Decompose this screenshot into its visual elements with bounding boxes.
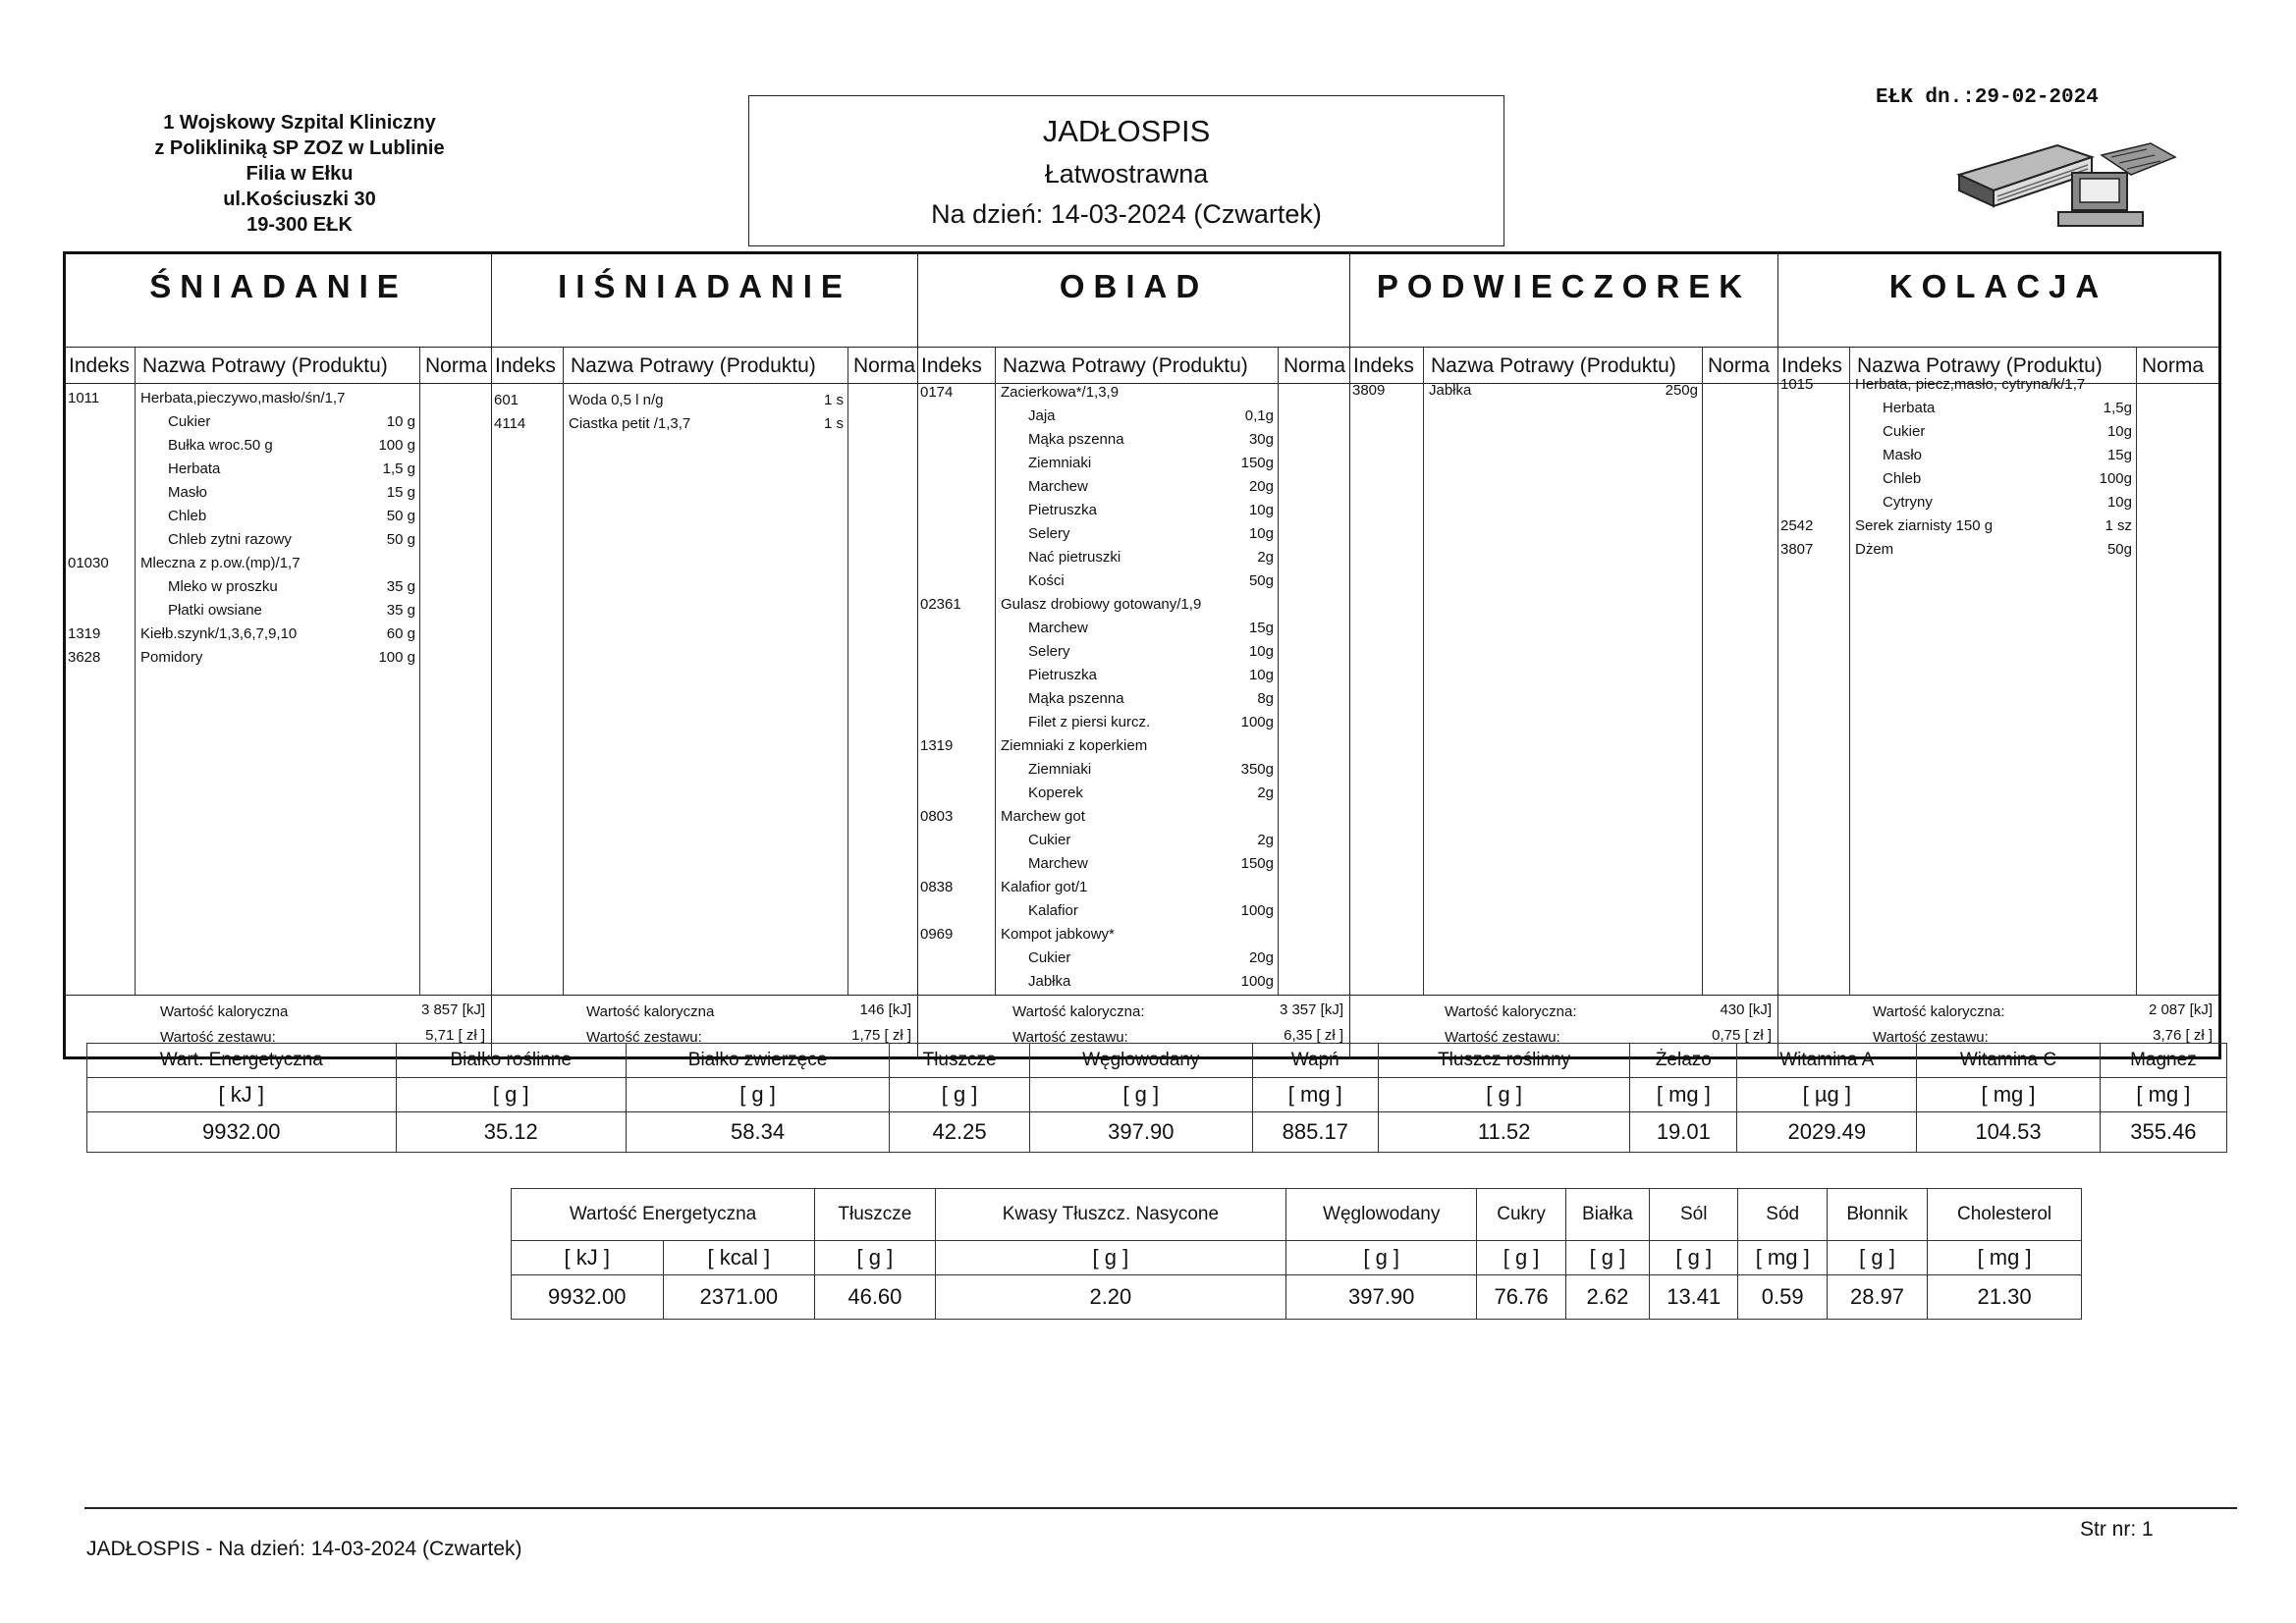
nutrient-header: Sód bbox=[1738, 1189, 1827, 1241]
nutrient-value: 104.53 bbox=[1917, 1112, 2101, 1153]
nutrient-value: 2.20 bbox=[935, 1275, 1285, 1320]
nutrient-value: 11.52 bbox=[1379, 1112, 1630, 1153]
print-date: EŁK dn.:29-02-2024 bbox=[1876, 86, 2099, 109]
nutrition-label-table bbox=[511, 1188, 2082, 1320]
column-divider bbox=[563, 347, 564, 996]
dish-index: 01030 bbox=[68, 555, 109, 571]
dish-row bbox=[66, 555, 491, 576]
dish-index: 0969 bbox=[920, 926, 954, 943]
dish-norma: 15g bbox=[1248, 620, 1274, 636]
cost-label: Wartość zestawu: bbox=[1873, 1029, 1989, 1046]
nutrient-unit: [ g ] bbox=[1286, 1241, 1477, 1275]
nutrient-unit: [ g ] bbox=[1827, 1241, 1927, 1275]
dish-row bbox=[918, 572, 1349, 594]
dish-norma: 60 g bbox=[386, 625, 415, 642]
calorific-label: Wartość kaloryczna: bbox=[1873, 1003, 2005, 1020]
dish-name: Herbata bbox=[168, 460, 221, 477]
dish-row bbox=[918, 455, 1349, 476]
nutrient-unit: [ kJ ] bbox=[87, 1078, 397, 1112]
header-norma: Norma bbox=[425, 354, 488, 377]
dish-row bbox=[66, 578, 491, 600]
dish-index: 1319 bbox=[68, 625, 101, 642]
dish-row bbox=[66, 649, 491, 671]
column-header-row bbox=[1350, 347, 1777, 384]
dish-name: Nać pietruszki bbox=[1028, 549, 1121, 566]
dish-row bbox=[492, 392, 917, 413]
nutrient-header: Węglowodany bbox=[1030, 1044, 1252, 1078]
dish-norma: 1,5 g bbox=[382, 460, 415, 477]
meal-title: KOLACJA bbox=[1888, 268, 2108, 304]
dish-name: Masło bbox=[1883, 447, 1923, 463]
dish-name: Herbata bbox=[1883, 400, 1936, 416]
dish-name: Mąka pszenna bbox=[1028, 690, 1124, 707]
header-indeks: Indeks bbox=[1353, 354, 1414, 377]
calorific-value: 146 [kJ] bbox=[859, 1001, 911, 1018]
dish-index: 1319 bbox=[920, 737, 954, 754]
nutrient-header: Żelazo bbox=[1630, 1044, 1737, 1078]
nutrient-header: Białko roślinne bbox=[396, 1044, 626, 1078]
dish-row bbox=[918, 784, 1349, 806]
dish-norma: 1 sz bbox=[2105, 517, 2132, 534]
hospital-address bbox=[88, 110, 511, 238]
nutrient-value: 13.41 bbox=[1649, 1275, 1738, 1320]
header-indeks: Indeks bbox=[921, 354, 982, 377]
dish-name: Marchew got bbox=[1001, 808, 1085, 825]
dish-row bbox=[918, 643, 1349, 665]
nutrient-unit: [ mg ] bbox=[1252, 1078, 1379, 1112]
diet-name: Łatwostrawna bbox=[1044, 159, 1209, 189]
calorific-label: Wartość kaloryczna: bbox=[1445, 1003, 1577, 1020]
dish-index: 4114 bbox=[494, 415, 526, 432]
cost-value: 1,75 [ zł ] bbox=[851, 1027, 911, 1044]
dish-row bbox=[66, 625, 491, 647]
dish-norma: 1 s bbox=[823, 392, 844, 408]
dish-name: Ziemniaki bbox=[1028, 455, 1092, 471]
nutrient-value: 9932.00 bbox=[87, 1112, 397, 1153]
cost-value: 6,35 [ zł ] bbox=[1284, 1027, 1343, 1044]
dish-name: Kości bbox=[1028, 572, 1065, 589]
dish-index: 0174 bbox=[920, 384, 954, 401]
nutrient-unit: [ mg ] bbox=[1917, 1078, 2101, 1112]
dish-norma: 50g bbox=[1248, 572, 1274, 589]
dish-name: Herbata,pieczywo,masło/śn/1,7 bbox=[140, 390, 346, 406]
nutrient-header: Cukry bbox=[1477, 1189, 1566, 1241]
dish-norma: 50 g bbox=[386, 508, 415, 524]
nutrient-header: Białko zwierzęce bbox=[626, 1044, 889, 1078]
nutrient-header: Kwasy Tłuszcz. Nasycone bbox=[935, 1189, 1285, 1241]
dish-norma: 8g bbox=[1257, 690, 1274, 707]
dish-norma: 20g bbox=[1248, 949, 1274, 966]
nutrient-header: Wapń bbox=[1252, 1044, 1379, 1078]
nutrient-unit: [ g ] bbox=[890, 1078, 1030, 1112]
nutrient-value: 58.34 bbox=[626, 1112, 889, 1153]
dish-row bbox=[918, 620, 1349, 641]
dish-index: 2542 bbox=[1780, 517, 1814, 534]
dish-name: Filet z piersi kurcz. bbox=[1028, 714, 1151, 730]
column-divider bbox=[1702, 347, 1703, 996]
dish-row bbox=[918, 949, 1349, 971]
header-indeks: Indeks bbox=[495, 354, 556, 377]
hospital-line: ul.Kościuszki 30 bbox=[223, 189, 376, 210]
nutrient-value: 0.59 bbox=[1738, 1275, 1827, 1320]
dish-norma: 35 g bbox=[386, 578, 415, 595]
dish-name: Selery bbox=[1028, 525, 1070, 542]
dish-norma: 10g bbox=[1248, 525, 1274, 542]
dish-norma: 35 g bbox=[386, 602, 415, 619]
dish-norma: 100g bbox=[2099, 470, 2132, 487]
header-norma: Norma bbox=[1708, 354, 1771, 377]
nutrient-header: Tłuszcze bbox=[815, 1189, 936, 1241]
dish-name: Mleczna z p.ow.(mp)/1,7 bbox=[140, 555, 301, 571]
cost-value: 3,76 [ zł ] bbox=[2153, 1027, 2213, 1044]
dish-name: Dżem bbox=[1855, 541, 1894, 558]
dish-name: Chleb bbox=[168, 508, 207, 524]
nutrient-header: Witamina A bbox=[1737, 1044, 1917, 1078]
meal-column bbox=[66, 254, 492, 1056]
dish-norma: 10g bbox=[2106, 423, 2132, 440]
dish-name: Cukier bbox=[1028, 949, 1071, 966]
nutrition-label-units-row bbox=[512, 1241, 2082, 1275]
dish-row bbox=[1778, 376, 2218, 398]
dish-row bbox=[1778, 517, 2218, 539]
footer-divider bbox=[84, 1507, 2237, 1509]
meal-column bbox=[1778, 254, 2218, 1056]
dish-row bbox=[66, 390, 491, 411]
header-nazwa: Nazwa Potrawy (Produktu) bbox=[571, 354, 816, 377]
dish-name: Jaja bbox=[1028, 407, 1056, 424]
dish-norma: 2g bbox=[1257, 832, 1274, 848]
nutrient-value: 46.60 bbox=[815, 1275, 936, 1320]
dish-name: Kiełb.szynk/1,3,6,7,9,10 bbox=[140, 625, 298, 642]
dish-name: Pomidory bbox=[140, 649, 203, 666]
document-title: JADŁOSPIS bbox=[1042, 114, 1211, 148]
nutrition-header-row bbox=[87, 1044, 2227, 1078]
dish-norma: 100 g bbox=[378, 649, 415, 666]
dish-norma: 150g bbox=[1240, 455, 1274, 471]
dish-row bbox=[918, 879, 1349, 900]
nutrient-header: Tłuszcze bbox=[890, 1044, 1030, 1078]
dish-row bbox=[66, 460, 491, 482]
dish-row bbox=[66, 508, 491, 529]
dish-name: Jabłka bbox=[1429, 382, 1472, 399]
dish-norma: 50g bbox=[2106, 541, 2132, 558]
nutrient-unit: [ mg ] bbox=[1738, 1241, 1827, 1275]
dish-norma: 350g bbox=[1240, 761, 1274, 778]
dish-row bbox=[66, 484, 491, 506]
dish-name: Mąka pszenna bbox=[1028, 431, 1124, 448]
dish-norma: 15 g bbox=[386, 484, 415, 501]
header-nazwa: Nazwa Potrawy (Produktu) bbox=[1857, 354, 2103, 377]
nutrient-unit: [ g ] bbox=[626, 1078, 889, 1112]
meal-title: ŚNIADANIE bbox=[149, 268, 408, 304]
nutrient-header: Białka bbox=[1565, 1189, 1649, 1241]
dish-norma: 1,5g bbox=[2103, 400, 2132, 416]
dish-norma: 2g bbox=[1257, 784, 1274, 801]
dish-row bbox=[918, 902, 1349, 924]
dish-row bbox=[918, 384, 1349, 406]
dish-row bbox=[1778, 447, 2218, 468]
dish-norma: 20g bbox=[1248, 478, 1274, 495]
dish-norma: 100g bbox=[1240, 902, 1274, 919]
dish-row bbox=[918, 690, 1349, 712]
dish-row bbox=[1778, 494, 2218, 515]
page-number: Str nr: 1 bbox=[2080, 1518, 2154, 1541]
header-norma: Norma bbox=[1284, 354, 1346, 377]
column-header-row bbox=[918, 347, 1349, 384]
dish-row bbox=[66, 413, 491, 435]
nutrient-unit: [ g ] bbox=[1030, 1078, 1252, 1112]
nutrient-value: 42.25 bbox=[890, 1112, 1030, 1153]
dish-name: Jabłka bbox=[1028, 973, 1071, 990]
dish-norma: 10g bbox=[1248, 667, 1274, 683]
nutrient-value: 9932.00 bbox=[512, 1275, 664, 1320]
dish-name: Bułka wroc.50 g bbox=[168, 437, 273, 454]
nutrient-value: 2.62 bbox=[1565, 1275, 1649, 1320]
dish-name: Zacierkowa*/1,3,9 bbox=[1001, 384, 1120, 401]
column-divider bbox=[1423, 347, 1424, 996]
dish-row bbox=[918, 407, 1349, 429]
dish-name: Cukier bbox=[1028, 832, 1071, 848]
nutrient-unit: [ g ] bbox=[1477, 1241, 1566, 1275]
meal-title: IIŚNIADANIE bbox=[558, 268, 851, 304]
meal-column bbox=[918, 254, 1350, 1056]
cost-label: Wartość zestawu: bbox=[160, 1029, 276, 1046]
calorific-label: Wartość kaloryczna bbox=[160, 1003, 289, 1020]
dish-index: 601 bbox=[494, 392, 519, 408]
nutrient-value: 19.01 bbox=[1630, 1112, 1737, 1153]
nutrient-value: 21.30 bbox=[1928, 1275, 2082, 1320]
column-header-row bbox=[492, 347, 917, 384]
dish-name: Mleko w proszku bbox=[168, 578, 278, 595]
cost-value: 0,75 [ zł ] bbox=[1712, 1027, 1772, 1044]
nutrient-value: 76.76 bbox=[1477, 1275, 1566, 1320]
dish-row bbox=[918, 502, 1349, 523]
dish-norma: 0,1g bbox=[1244, 407, 1274, 424]
nutrient-value: 355.46 bbox=[2100, 1112, 2226, 1153]
dish-name: Marchew bbox=[1028, 478, 1088, 495]
dish-name: Cytryny bbox=[1883, 494, 1933, 511]
dish-index: 3807 bbox=[1780, 541, 1814, 558]
nutrition-values-row bbox=[87, 1112, 2227, 1153]
dish-name: Ziemniaki bbox=[1028, 761, 1092, 778]
hospital-line: z Polikliniką SP ZOZ w Lublinie bbox=[154, 137, 445, 159]
dish-row bbox=[918, 926, 1349, 947]
dish-row bbox=[66, 531, 491, 553]
dish-name: Ciastka petit /1,3,7 bbox=[569, 415, 691, 432]
nutrition-label-header-row bbox=[512, 1189, 2082, 1241]
cost-label: Wartość zestawu: bbox=[1445, 1029, 1560, 1046]
dish-name: Kompot jabkowy* bbox=[1001, 926, 1115, 943]
energy-header: Wartość Energetyczna bbox=[512, 1189, 815, 1241]
dish-name: Chleb zytni razowy bbox=[168, 531, 292, 548]
meal-column bbox=[1350, 254, 1778, 1056]
nutrient-value: 28.97 bbox=[1827, 1275, 1927, 1320]
calorific-value: 3 357 [kJ] bbox=[1279, 1001, 1343, 1018]
dish-row bbox=[918, 667, 1349, 688]
dish-name: Pietruszka bbox=[1028, 667, 1098, 683]
nutrient-unit: [ g ] bbox=[1379, 1078, 1630, 1112]
dish-name: Serek ziarnisty 150 g bbox=[1855, 517, 1994, 534]
dish-row bbox=[918, 478, 1349, 500]
dish-row bbox=[918, 525, 1349, 547]
dish-name: Marchew bbox=[1028, 855, 1088, 872]
nutrient-unit: [ mg ] bbox=[1630, 1078, 1737, 1112]
nutrient-value: 397.90 bbox=[1286, 1275, 1477, 1320]
dish-row bbox=[918, 596, 1349, 618]
header-nazwa: Nazwa Potrawy (Produktu) bbox=[1003, 354, 1248, 377]
dish-norma: 30g bbox=[1248, 431, 1274, 448]
menu-date: Na dzień: 14-03-2024 (Czwartek) bbox=[931, 199, 1322, 229]
nutrient-unit: [ µg ] bbox=[1737, 1078, 1917, 1112]
dish-name: Woda 0,5 l n/g bbox=[569, 392, 664, 408]
nutrient-value: 35.12 bbox=[396, 1112, 626, 1153]
dish-name: Pietruszka bbox=[1028, 502, 1098, 518]
dish-row bbox=[492, 415, 917, 437]
footer-caption: JADŁOSPIS - Na dzień: 14-03-2024 (Czwartek) bbox=[86, 1538, 522, 1560]
dish-index: 02361 bbox=[920, 596, 961, 613]
dish-norma: 15g bbox=[2106, 447, 2132, 463]
dish-name: Masło bbox=[168, 484, 208, 501]
dish-norma: 10g bbox=[1248, 502, 1274, 518]
nutrient-unit: [ g ] bbox=[1565, 1241, 1649, 1275]
dish-index: 1015 bbox=[1780, 376, 1814, 393]
dish-norma: 100g bbox=[1240, 714, 1274, 730]
nutrient-value: 2029.49 bbox=[1737, 1112, 1917, 1153]
header-nazwa: Nazwa Potrawy (Produktu) bbox=[1431, 354, 1676, 377]
calorific-value: 3 857 [kJ] bbox=[420, 1001, 485, 1018]
title-box bbox=[748, 95, 1504, 246]
header-indeks: Indeks bbox=[1781, 354, 1842, 377]
dish-row bbox=[1778, 423, 2218, 445]
nutrition-units-row bbox=[87, 1078, 2227, 1112]
nutrient-header: Wart. Energetyczna bbox=[87, 1044, 397, 1078]
column-divider bbox=[847, 347, 848, 996]
meal-title: OBIAD bbox=[1059, 268, 1209, 304]
nutrient-unit: [ g ] bbox=[815, 1241, 936, 1275]
dish-index: 0803 bbox=[920, 808, 954, 825]
calorific-label: Wartość kaloryczna bbox=[586, 1003, 715, 1020]
hospital-line: Filia w Ełku bbox=[246, 163, 354, 185]
header-norma: Norma bbox=[853, 354, 916, 377]
calorific-value: 2 087 [kJ] bbox=[2148, 1001, 2213, 1018]
dish-row bbox=[918, 431, 1349, 453]
nutrient-unit: [ kcal ] bbox=[663, 1241, 815, 1275]
dish-row bbox=[918, 737, 1349, 759]
dish-row bbox=[1778, 541, 2218, 563]
dish-index: 0838 bbox=[920, 879, 954, 895]
dish-norma: 100 g bbox=[378, 437, 415, 454]
nutrient-header: Tłuszcz roślinny bbox=[1379, 1044, 1630, 1078]
dish-index: 3809 bbox=[1352, 382, 1386, 399]
cost-value: 5,71 [ zł ] bbox=[425, 1027, 485, 1044]
dish-norma: 10g bbox=[1248, 643, 1274, 660]
header-indeks: Indeks bbox=[69, 354, 130, 377]
nutrient-value: 2371.00 bbox=[663, 1275, 815, 1320]
hospital-line: 19-300 EŁK bbox=[246, 214, 353, 236]
nutrient-unit: [ g ] bbox=[396, 1078, 626, 1112]
meals-table bbox=[63, 251, 2221, 1059]
nutrient-unit: [ mg ] bbox=[2100, 1078, 2226, 1112]
hospital-line: 1 Wojskowy Szpital Kliniczny bbox=[163, 112, 436, 134]
dish-name: Płatki owsiane bbox=[168, 602, 262, 619]
dish-norma: 10 g bbox=[386, 413, 415, 430]
dish-row bbox=[918, 973, 1349, 995]
nutrient-unit: [ mg ] bbox=[1928, 1241, 2082, 1275]
nutrition-summary-table bbox=[86, 1043, 2227, 1153]
calorific-value: 430 [kJ] bbox=[1720, 1001, 1772, 1018]
dish-norma: 150g bbox=[1240, 855, 1274, 872]
header-norma: Norma bbox=[2142, 354, 2205, 377]
dish-row bbox=[1350, 382, 1777, 404]
dish-norma: 50 g bbox=[386, 531, 415, 548]
dish-row bbox=[918, 832, 1349, 853]
header-nazwa: Nazwa Potrawy (Produktu) bbox=[142, 354, 388, 377]
dish-name: Gulasz drobiowy gotowany/1,9 bbox=[1001, 596, 1202, 613]
dish-row bbox=[66, 602, 491, 623]
dish-index: 3628 bbox=[68, 649, 101, 666]
dish-name: Cukier bbox=[1883, 423, 1926, 440]
dish-norma: 250g bbox=[1665, 382, 1698, 399]
dish-norma: 10g bbox=[2106, 494, 2132, 511]
dish-norma: 2g bbox=[1257, 549, 1274, 566]
dish-name: Cukier bbox=[168, 413, 211, 430]
dish-name: Ziemniaki z koperkiem bbox=[1001, 737, 1148, 754]
dish-index: 1011 bbox=[68, 390, 100, 406]
nutrient-value: 397.90 bbox=[1030, 1112, 1252, 1153]
dish-name: Chleb bbox=[1883, 470, 1922, 487]
dish-row bbox=[1778, 400, 2218, 421]
nutrient-header: Węglowodany bbox=[1286, 1189, 1477, 1241]
dish-name: Koperek bbox=[1028, 784, 1083, 801]
nutrient-unit: [ g ] bbox=[1649, 1241, 1738, 1275]
book-computer-icon bbox=[1954, 135, 2180, 234]
meal-title: PODWIECZOREK bbox=[1376, 268, 1752, 304]
nutrient-header: Magnez bbox=[2100, 1044, 2226, 1078]
dish-norma: 1 s bbox=[823, 415, 844, 432]
dish-name: Herbata, piecz,masło, cytryna/k/1,7 bbox=[1855, 376, 2086, 393]
nutrient-value: 885.17 bbox=[1252, 1112, 1379, 1153]
nutrient-unit: [ g ] bbox=[935, 1241, 1285, 1275]
nutrient-header: Witamina C bbox=[1917, 1044, 2101, 1078]
dish-row bbox=[918, 808, 1349, 830]
cost-label: Wartość zestawu: bbox=[586, 1029, 702, 1046]
dish-row bbox=[1778, 470, 2218, 492]
dish-row bbox=[918, 855, 1349, 877]
nutrient-header: Błonnik bbox=[1827, 1189, 1927, 1241]
dish-name: Kalafior bbox=[1028, 902, 1078, 919]
nutrition-label-values-row bbox=[512, 1275, 2082, 1320]
dish-row bbox=[918, 714, 1349, 735]
nutrient-unit: [ kJ ] bbox=[512, 1241, 664, 1275]
dish-name: Selery bbox=[1028, 643, 1070, 660]
dish-name: Kalafior got/1 bbox=[1001, 879, 1088, 895]
nutrient-header: Sól bbox=[1649, 1189, 1738, 1241]
calorific-label: Wartość kaloryczna: bbox=[1012, 1003, 1145, 1020]
meal-column bbox=[492, 254, 918, 1056]
column-header-row bbox=[66, 347, 491, 384]
cost-label: Wartość zestawu: bbox=[1012, 1029, 1128, 1046]
dish-norma: 100g bbox=[1240, 973, 1274, 990]
dish-row bbox=[66, 437, 491, 459]
dish-row bbox=[918, 761, 1349, 783]
dish-name: Marchew bbox=[1028, 620, 1088, 636]
dish-row bbox=[918, 549, 1349, 570]
nutrient-header: Cholesterol bbox=[1928, 1189, 2082, 1241]
